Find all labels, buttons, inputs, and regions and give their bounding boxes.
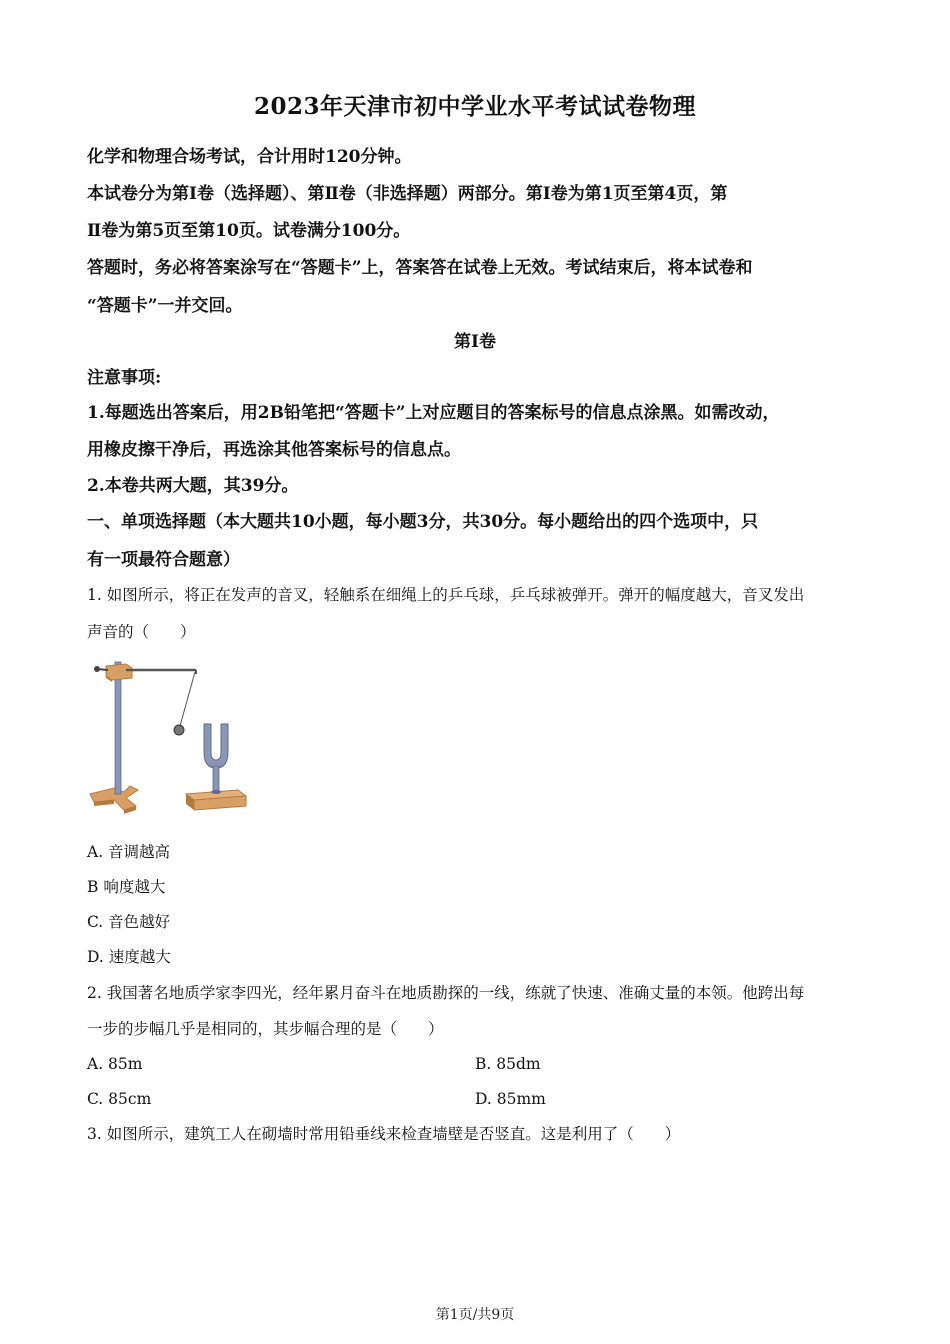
section-heading: 第Ⅰ卷 — [454, 332, 496, 352]
q1-stem-line-2: 声音的（ ） — [87, 623, 196, 641]
notes-line-1: 1.每题选出答案后，用2B铅笔把“答题卡”上对应题目的答案标号的信息点涂黑。如需改动， — [87, 403, 780, 423]
intro-line-1: 化学和物理合场考试，合计用时120分钟。 — [87, 147, 412, 167]
q2-stem-line-2: 一步的步幅几乎是相同的，其步幅合理的是（ ） — [87, 1020, 444, 1038]
string — [180, 672, 195, 726]
q2-option-a: A. 85m — [87, 1055, 143, 1073]
stand-base — [90, 786, 138, 814]
ping-pong-ball — [174, 725, 184, 735]
clamp-block — [94, 664, 132, 682]
intro-line-5: “答题卡”一并交回。 — [87, 296, 243, 316]
q1-stem-line-1: 1. 如图所示，将正在发声的音叉，轻触系在细绳上的乒乓球，乒乓球被弹开。弹开的幅度越大，音叉发出 — [87, 586, 805, 604]
page-footer: 第1页/共9页 — [435, 1307, 515, 1323]
q2-option-b: B. 85dm — [475, 1055, 541, 1073]
stand-rod — [115, 662, 121, 794]
q2-option-d: D. 85mm — [475, 1090, 546, 1108]
page-title: 2023年天津市初中学业水平考试试卷物理 — [253, 93, 696, 120]
q2-option-c: C. 85cm — [87, 1090, 152, 1108]
part1-line-2: 有一项最符合题意） — [87, 550, 240, 570]
q1-option-d: D. 速度越大 — [87, 948, 171, 966]
intro-line-4: 答题时，务必将答案涂写在“答题卡”上，答案答在试卷上无效。考试结束后，将本试卷和 — [87, 258, 753, 278]
q2-stem-line-1: 2. 我国著名地质学家李四光，经年累月奋斗在地质勘探的一线，练就了快速、准确丈量的本领。他跨出每 — [87, 984, 805, 1002]
notes-line-2: 用橡皮擦干净后，再选涂其他答案标号的信息点。 — [87, 440, 461, 460]
q1-option-a: A. 音调越高 — [87, 843, 171, 861]
notes-heading: 注意事项: — [87, 368, 162, 388]
intro-line-3: Ⅱ卷为第5页至第10页。试卷满分100分。 — [87, 221, 411, 241]
q3-stem-line-1: 3. 如图所示，建筑工人在砌墙时常用铅垂线来检查墙壁是否竖直。这是利用了（ ） — [87, 1125, 681, 1143]
notes-line-3: 2.本卷共两大题，其39分。 — [87, 476, 299, 496]
part1-line-1: 一、单项选择题（本大题共10小题，每小题3分，共30分。每小题给出的四个选项中，只 — [87, 512, 759, 532]
intro-line-2: 本试卷分为第Ⅰ卷（选择题）、第Ⅱ卷（非选择题）两部分。第Ⅰ卷为第1页至第4页，第 — [87, 184, 728, 204]
q1-option-b: B 响度越大 — [87, 878, 166, 896]
q1-option-c: C. 音色越好 — [87, 913, 171, 931]
tuning-fork — [204, 724, 228, 794]
tuning-fork-figure — [86, 652, 248, 814]
